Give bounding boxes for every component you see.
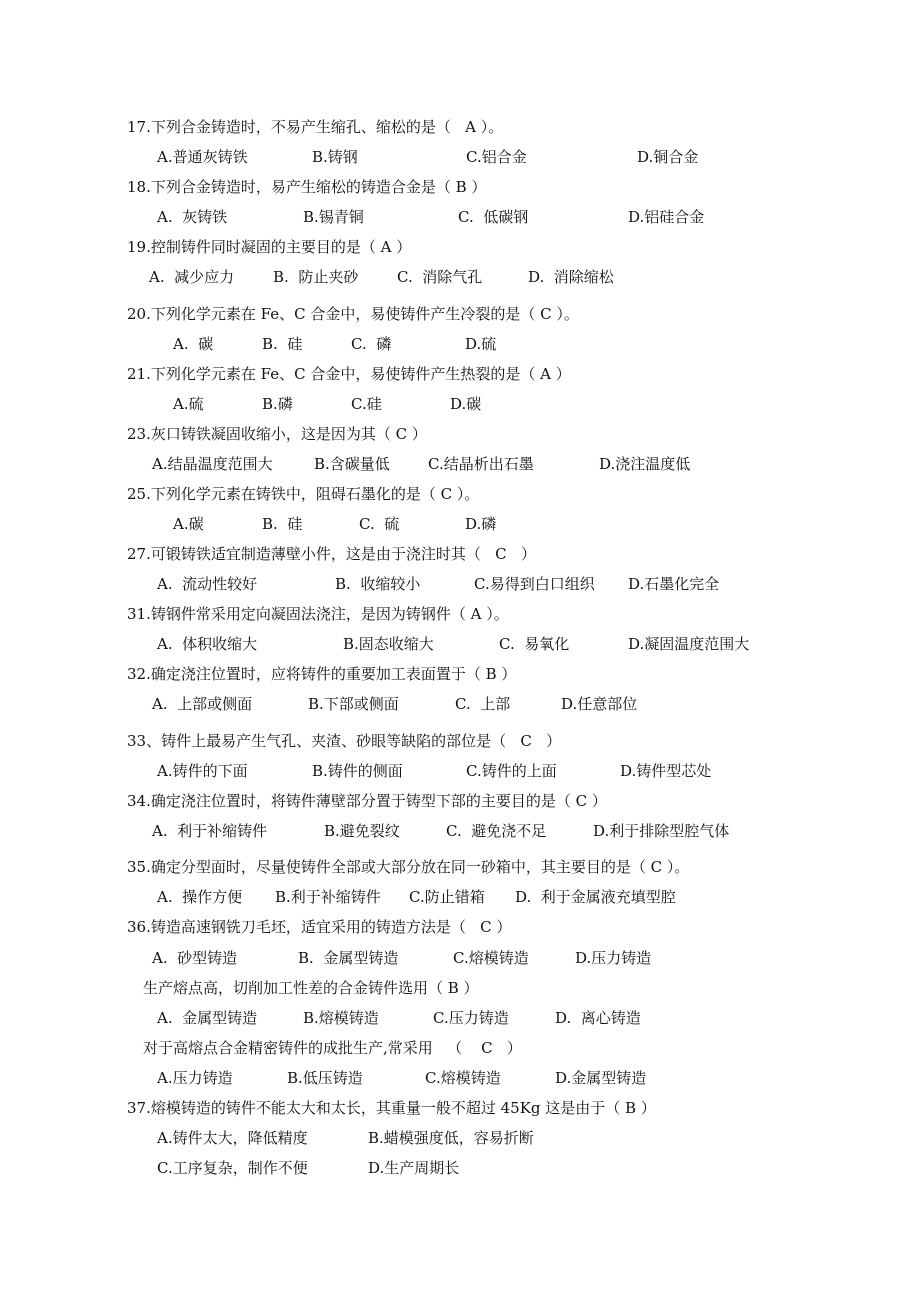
option-31-c: C. 易氧化 (499, 635, 570, 653)
question-35: 35.确定分型面时，尽量使铸件全部或大部分放在同一砂箱中，其主要目的是（ C ）。 (127, 858, 690, 876)
question-31: 31.铸钢件常采用定向凝固法浇注，是因为铸钢件（ A ）。 (127, 605, 509, 623)
option-20-d: D.硫 (465, 335, 497, 353)
option-19-a: A. 减少应力 (149, 268, 235, 286)
question-23: 23.灰口铸铁凝固收缩小，这是因为其（ C ） (127, 425, 427, 443)
option-36s2-a: A.压力铸造 (157, 1069, 233, 1087)
option-36-d: D.压力铸造 (575, 949, 652, 967)
option-17-d: D.铜合金 (637, 148, 699, 166)
option-32-a: A. 上部或侧面 (152, 695, 253, 713)
option-37-a: A.铸件太大，降低精度 (157, 1129, 308, 1147)
option-32-c: C. 上部 (455, 695, 511, 713)
option-33-b: B.铸件的侧面 (312, 762, 403, 780)
option-36s1-b: B.熔模铸造 (303, 1009, 379, 1027)
option-32-d: D.任意部位 (561, 695, 638, 713)
option-19-c: C. 消除气孔 (397, 268, 483, 286)
option-19-b: B. 防止夹砂 (273, 268, 359, 286)
option-36-a: A. 砂型铸造 (152, 949, 238, 967)
option-33-a: A.铸件的下面 (157, 762, 248, 780)
option-23-a: A.结晶温度范围大 (152, 455, 273, 473)
question-36-sub-2: 对于高熔点合金精密铸件的成批生产,常采用 （ C ） (143, 1039, 522, 1057)
option-23-d: D.浇注温度低 (599, 455, 691, 473)
option-34-d: D.利于排除型腔气体 (593, 822, 730, 840)
question-37: 37.熔模铸造的铸件不能太大和太长，其重量一般不超过 45Kg 这是由于（ B ） (127, 1099, 656, 1117)
question-36: 36.铸造高速钢铣刀毛坯，适宜采用的铸造方法是（ C ） (127, 918, 512, 936)
question-25: 25.下列化学元素在铸铁中，阻碍石墨化的是（ C ）。 (127, 485, 480, 503)
option-17-b: B.铸钢 (312, 148, 358, 166)
option-21-b: B.磷 (262, 395, 293, 413)
option-34-a: A. 利于补缩铸件 (152, 822, 268, 840)
question-32: 32.确定浇注位置时，应将铸件的重要加工表面置于（ B ） (127, 665, 517, 683)
option-20-b: B. 硅 (262, 335, 303, 353)
question-19: 19.控制铸件同时凝固的主要目的是（ A ） (127, 238, 412, 256)
option-21-a: A.硫 (173, 395, 204, 413)
option-18-a: A. 灰铸铁 (157, 208, 228, 226)
option-34-b: B.避免裂纹 (324, 822, 400, 840)
option-37-c: C.工序复杂，制作不便 (157, 1159, 308, 1177)
option-25-c: C. 硫 (359, 515, 400, 533)
option-18-d: D.铝硅合金 (628, 208, 705, 226)
option-21-c: C.硅 (351, 395, 382, 413)
option-17-c: C.铝合金 (466, 148, 527, 166)
option-31-b: B.固态收缩大 (343, 635, 434, 653)
question-36-sub-1: 生产熔点高，切削加工性差的合金铸件选用（ B ） (143, 979, 479, 997)
option-18-c: C. 低碳钢 (458, 208, 529, 226)
option-32-b: B.下部或侧面 (308, 695, 399, 713)
option-27-d: D.石墨化完全 (628, 575, 720, 593)
option-23-b: B.含碳量低 (314, 455, 390, 473)
question-20: 20.下列化学元素在 Fe、C 合金中，易使铸件产生冷裂的是（ C ）。 (127, 305, 579, 323)
option-35-b: B.利于补缩铸件 (275, 888, 381, 906)
option-27-c: C.易得到白口组织 (474, 575, 595, 593)
option-35-d: D. 利于金属液充填型腔 (515, 888, 676, 906)
option-36s1-c: C.压力铸造 (433, 1009, 509, 1027)
option-37-d: D.生产周期长 (368, 1159, 460, 1177)
option-18-b: B.锡青铜 (303, 208, 364, 226)
option-25-b: B. 硅 (262, 515, 303, 533)
option-27-a: A. 流动性较好 (157, 575, 258, 593)
option-37-b: B.蜡模强度低，容易折断 (368, 1129, 534, 1147)
option-31-d: D.凝固温度范围大 (628, 635, 750, 653)
option-33-c: C.铸件的上面 (466, 762, 557, 780)
question-17: 17.下列合金铸造时，不易产生缩孔、缩松的是（ A ）。 (127, 118, 504, 136)
option-35-c: C.防止错箱 (409, 888, 485, 906)
question-34: 34.确定浇注位置时，将铸件薄壁部分置于铸型下部的主要目的是（ C ） (127, 792, 607, 810)
option-19-d: D. 消除缩松 (528, 268, 614, 286)
option-36s2-d: D.金属型铸造 (555, 1069, 647, 1087)
option-36-c: C.熔模铸造 (453, 949, 529, 967)
option-34-c: C. 避免浇不足 (446, 822, 547, 840)
option-36s1-d: D. 离心铸造 (555, 1009, 641, 1027)
question-18: 18.下列合金铸造时，易产生缩松的铸造合金是（ B ） (127, 178, 487, 196)
option-21-d: D.碳 (450, 395, 482, 413)
question-33: 33、铸件上最易产生气孔、夹渣、砂眼等缺陷的部位是（ C ） (127, 732, 562, 750)
question-27: 27.可锻铸铁适宜制造薄壁小件，这是由于浇注时其（ C ） (127, 545, 536, 563)
option-23-c: C.结晶析出石墨 (428, 455, 534, 473)
option-17-a: A.普通灰铸铁 (157, 148, 248, 166)
option-27-b: B. 收缩较小 (335, 575, 421, 593)
option-36s1-a: A. 金属型铸造 (157, 1009, 258, 1027)
question-21: 21.下列化学元素在 Fe、C 合金中，易使铸件产生热裂的是（ A ） (127, 365, 571, 383)
option-36s2-b: B.低压铸造 (287, 1069, 363, 1087)
option-25-d: D.磷 (465, 515, 497, 533)
option-25-a: A.碳 (173, 515, 204, 533)
option-36s2-c: C.熔模铸造 (425, 1069, 501, 1087)
option-35-a: A. 操作方便 (157, 888, 243, 906)
option-20-a: A. 碳 (173, 335, 214, 353)
option-36-b: B. 金属型铸造 (298, 949, 399, 967)
option-20-c: C. 磷 (351, 335, 392, 353)
option-33-d: D.铸件型芯处 (620, 762, 712, 780)
option-31-a: A. 体积收缩大 (157, 635, 258, 653)
